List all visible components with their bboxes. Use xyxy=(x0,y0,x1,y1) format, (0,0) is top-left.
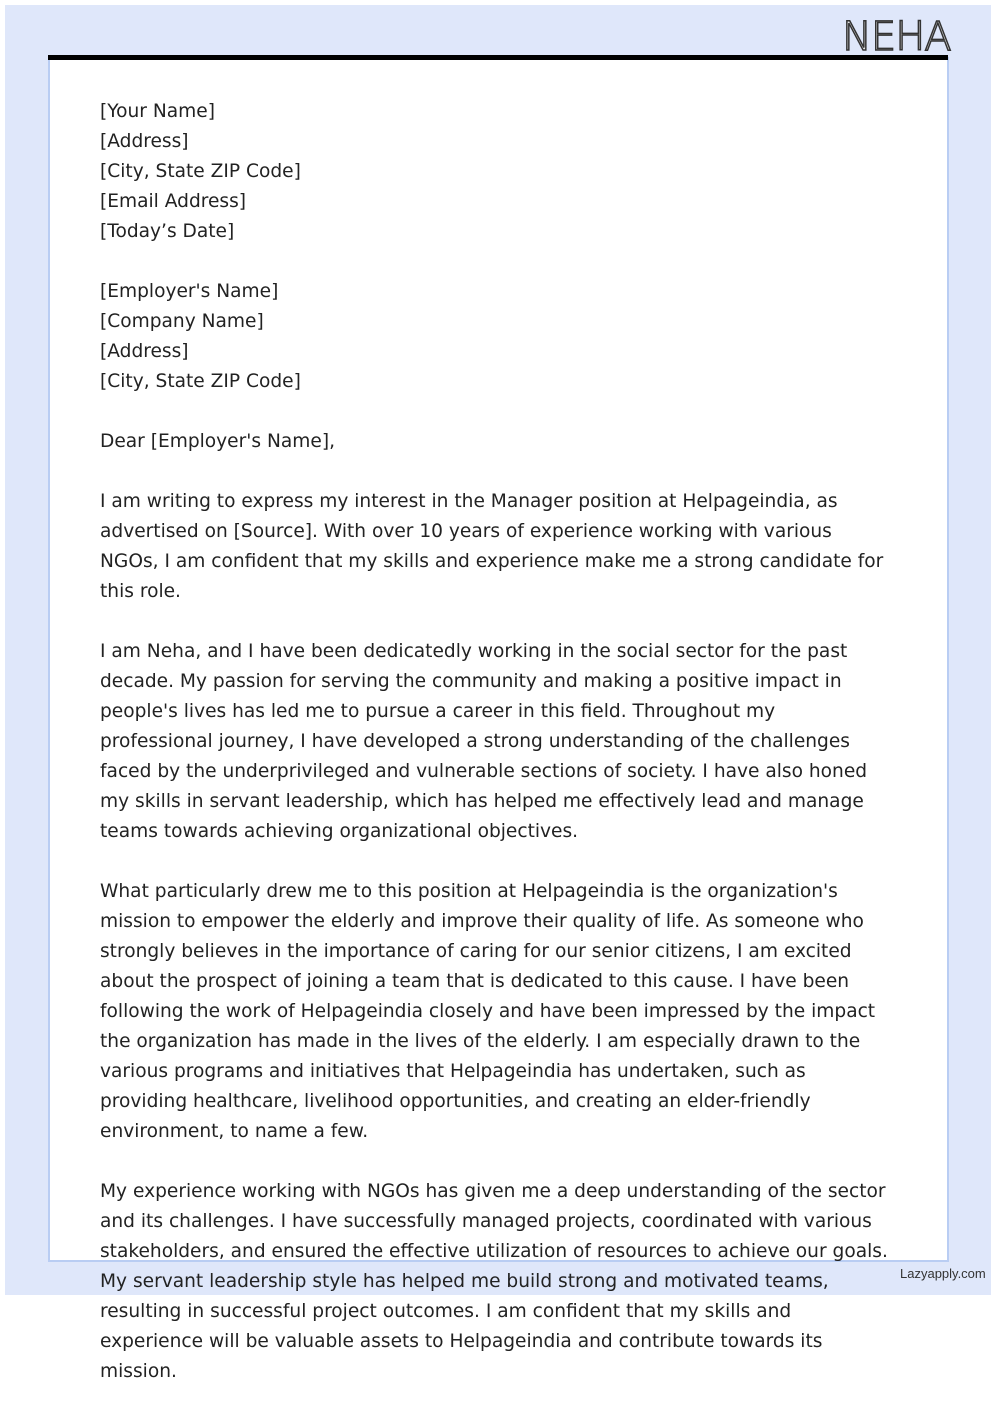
paragraph-motivation: What particularly drew me to this position at Helpageindia is the organization's mission to empower the elderly and improve their quality of life. As someone who strongly believes in the importance of caring for our senior citizens, I am excited about the prospect of joining a team that is dedicated to this cause. I have been following the work of Helpageindia closely and have been impressed by the impact the organization has made in the lives of the elderly. I am especially drawn to the various programs and initiatives that Helpageindia has undertaken, such as providing healthcare, livelihood opportunities, and creating an elder-friendly environment, to name a few. xyxy=(100,881,876,1142)
sender-address: [Address] xyxy=(100,131,189,152)
letter-body xyxy=(100,97,890,1417)
name-logo: NEHA xyxy=(842,14,951,60)
sender-city: [City, State ZIP Code] xyxy=(100,161,301,182)
recipient-address: [Address] xyxy=(100,341,189,362)
salutation: Dear [Employer's Name], xyxy=(100,431,335,452)
recipient-name: [Employer's Name] xyxy=(100,281,279,302)
recipient-company: [Company Name] xyxy=(100,311,264,332)
paragraph-background: I am Neha, and I have been dedicatedly working in the social sector for the past decade. My passion for serving the community and making a positive impact in people's lives has led me to pursue a career in this field. Throughout my professional journey, I have developed a strong understanding of the challenges faced by the underprivileged and vulnerable sections of society. I have also honed my skills in servant leadership, which has helped me effectively lead and manage teams towards achieving organizational objectives. xyxy=(100,641,868,842)
sender-name: [Your Name] xyxy=(100,101,215,122)
watermark: Lazyapply.com xyxy=(900,1266,986,1281)
paragraph-intro: I am writing to express my interest in the Manager position at Helpageindia, as advertised on [Source]. With over 10 years of experience working with various NGOs, I am confident that my skills and experience make me a strong candidate for this role. xyxy=(100,491,884,602)
recipient-city: [City, State ZIP Code] xyxy=(100,371,301,392)
sender-block xyxy=(100,97,890,247)
sender-email: [Email Address] xyxy=(100,191,247,212)
paragraph-experience: My experience working with NGOs has given me a deep understanding of the sector and its challenges. I have successfully managed projects, coordinated with various stakeholders, and ensured the effective utilization of resources to achieve our goals. My servant leadership style has helped me build strong and motivated teams, resulting in successful project outcomes. I am confident that my skills and experience will be valuable assets to Helpageindia and contribute towards its mission. xyxy=(100,1181,888,1382)
header-rule xyxy=(48,55,948,60)
recipient-block xyxy=(100,277,890,397)
letter-date: [Today’s Date] xyxy=(100,221,235,242)
